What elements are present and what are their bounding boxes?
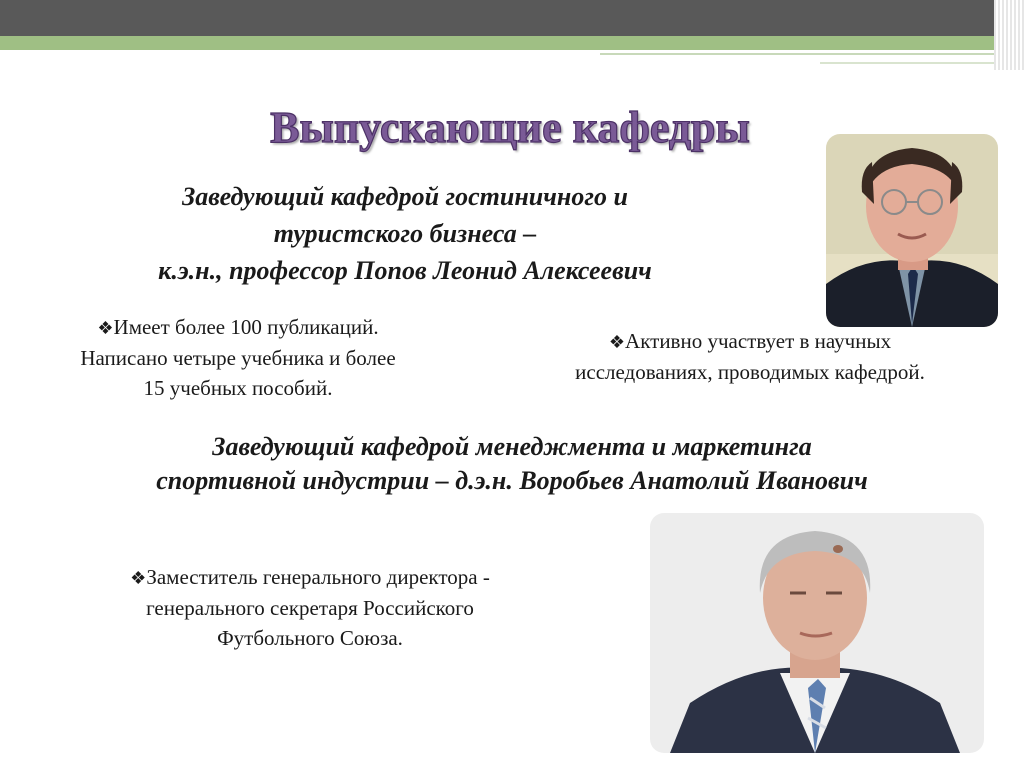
bullet-text: Написано четыре учебника и более: [80, 346, 396, 370]
bullet-popov-research: [505, 326, 995, 387]
head-popov: [30, 178, 780, 289]
portrait-popov-image: [826, 134, 998, 327]
head-popov-line: туристского бизнеса –: [273, 219, 537, 248]
bullet-text: Футбольного Союза.: [217, 626, 403, 650]
top-decor-band: [0, 0, 1024, 36]
photo-vorobyev: [650, 513, 984, 753]
bullet-text: Активно участвует в научных: [625, 329, 892, 353]
bullet-text: исследованиях, проводимых кафедрой.: [575, 360, 925, 384]
bullet-vorobyev-position: [40, 562, 580, 653]
bullet-diamond-icon: ❖: [97, 318, 114, 338]
bullet-text: Имеет более 100 публикаций.: [113, 315, 379, 339]
head-popov-line: Заведующий кафедрой гостиничного и: [182, 182, 628, 211]
bullet-text: 15 учебных пособий.: [143, 376, 333, 400]
bullet-diamond-icon: ❖: [608, 332, 626, 352]
corner-stripes: [994, 0, 1024, 70]
photo-popov: [826, 134, 998, 327]
bullet-diamond-icon: ❖: [130, 568, 147, 588]
head-vorobyev-line: Заведующий кафедрой менеджмента и маркетинга: [212, 432, 812, 461]
head-vorobyev: [0, 430, 1024, 498]
head-popov-line: к.э.н., профессор Попов Леонид Алексеевич: [158, 256, 652, 285]
head-vorobyev-line: спортивной индустрии – д.э.н. Воробьев Анатолий Иванович: [156, 466, 868, 495]
portrait-vorobyev-image: [650, 513, 984, 753]
green-decor-band: [0, 36, 1024, 50]
bullet-text: генерального секретаря Российского: [146, 596, 474, 620]
decor-line: [820, 62, 1010, 64]
bullet-text: Заместитель генерального директора -: [146, 565, 490, 589]
decor-line: [600, 53, 1010, 55]
slide-title: Выпускающие кафедры: [270, 103, 750, 152]
bullet-popov-publications: [18, 312, 458, 403]
